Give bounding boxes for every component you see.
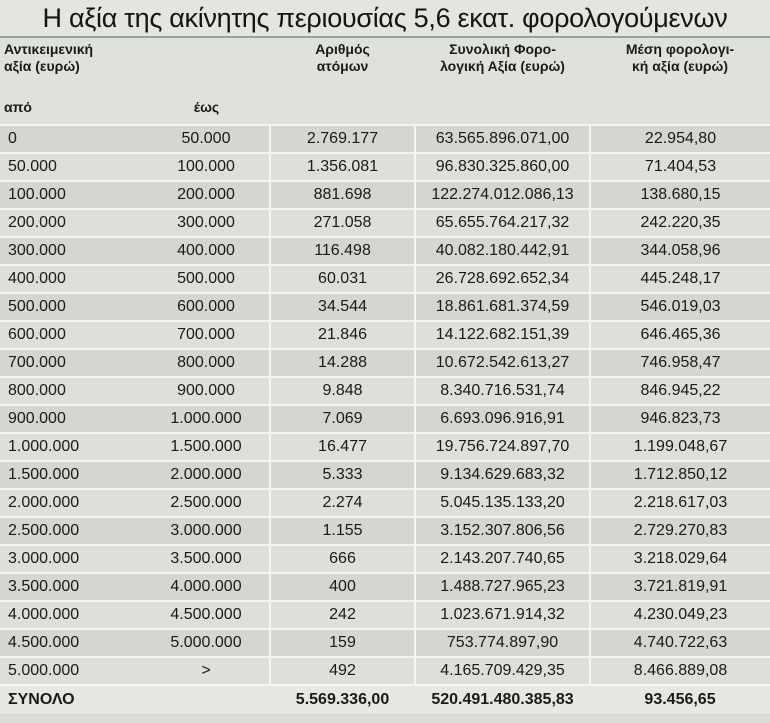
table-row: [0, 265, 770, 293]
cell-from: 500.000: [0, 293, 143, 321]
cell-count: 492: [270, 657, 415, 685]
header-range-line2: αξία (ευρώ): [4, 58, 80, 74]
cell-count: 60.031: [270, 265, 415, 293]
cell-to: 1.000.000: [143, 405, 270, 433]
cell-total-value: 5.045.135.133,20: [415, 489, 590, 517]
cell-total-value: 753.774.897,90: [415, 629, 590, 657]
cell-to: 2.500.000: [143, 489, 270, 517]
cell-total-value: 2.143.207.740,65: [415, 545, 590, 573]
cell-from: 50.000: [0, 153, 143, 181]
table-row: [0, 433, 770, 461]
header-from: από: [0, 96, 143, 125]
total-value: 520.491.480.385,83: [415, 685, 590, 714]
cell-to: 400.000: [143, 237, 270, 265]
cell-avg-value: 1.712.850,12: [590, 461, 770, 489]
table-row: [0, 349, 770, 377]
table-row: [0, 321, 770, 349]
cell-from: 200.000: [0, 209, 143, 237]
cell-to: 5.000.000: [143, 629, 270, 657]
cell-avg-value: 946.823,73: [590, 405, 770, 433]
cell-total-value: 8.340.716.531,74: [415, 377, 590, 405]
cell-total-value: 1.488.727.965,23: [415, 573, 590, 601]
cell-avg-value: 242.220,35: [590, 209, 770, 237]
cell-count: 21.846: [270, 321, 415, 349]
total-count: 5.569.336,00: [270, 685, 415, 714]
cell-count: 400: [270, 573, 415, 601]
cell-total-value: 26.728.692.652,34: [415, 265, 590, 293]
cell-count: 9.848: [270, 377, 415, 405]
cell-avg-value: 846.945,22: [590, 377, 770, 405]
cell-to: 300.000: [143, 209, 270, 237]
header-range: [0, 38, 270, 96]
cell-to: 50.000: [143, 125, 270, 153]
table-row: [0, 209, 770, 237]
cell-total-value: 40.082.180.442,91: [415, 237, 590, 265]
cell-count: 2.769.177: [270, 125, 415, 153]
cell-avg-value: 3.218.029,64: [590, 545, 770, 573]
table-row: [0, 237, 770, 265]
cell-to: 2.000.000: [143, 461, 270, 489]
cell-total-value: 96.830.325.860,00: [415, 153, 590, 181]
cell-count: 1.155: [270, 517, 415, 545]
cell-count: 5.333: [270, 461, 415, 489]
cell-total-value: 3.152.307.806,56: [415, 517, 590, 545]
table-row: [0, 377, 770, 405]
cell-to: 900.000: [143, 377, 270, 405]
cell-avg-value: 3.721.819,91: [590, 573, 770, 601]
property-value-table: [0, 38, 770, 714]
cell-avg-value: 2.218.617,03: [590, 489, 770, 517]
cell-from: 600.000: [0, 321, 143, 349]
table-row: [0, 601, 770, 629]
cell-count: 666: [270, 545, 415, 573]
header-avg-line2: κή αξία (ευρώ): [631, 58, 729, 74]
cell-total-value: 63.565.896.071,00: [415, 125, 590, 153]
cell-from: 1.500.000: [0, 461, 143, 489]
header-total-line1: Συνολική Φορο-: [449, 41, 556, 57]
cell-avg-value: 1.199.048,67: [590, 433, 770, 461]
cell-total-value: 9.134.629.683,32: [415, 461, 590, 489]
cell-to: 3.000.000: [143, 517, 270, 545]
cell-total-value: 4.165.709.429,35: [415, 657, 590, 685]
cell-total-value: 1.023.671.914,32: [415, 601, 590, 629]
table-row: [0, 153, 770, 181]
cell-total-value: 19.756.724.897,70: [415, 433, 590, 461]
table-header: [0, 38, 770, 125]
total-avg: 93.456,65: [590, 685, 770, 714]
table-row: [0, 125, 770, 153]
table-row: [0, 657, 770, 685]
cell-to: 4.000.000: [143, 573, 270, 601]
header-avg: [590, 38, 770, 96]
cell-from: 400.000: [0, 265, 143, 293]
cell-total-value: 10.672.542.613,27: [415, 349, 590, 377]
cell-avg-value: 22.954,80: [590, 125, 770, 153]
cell-to: 800.000: [143, 349, 270, 377]
header-blank: [270, 96, 415, 125]
cell-from: 5.000.000: [0, 657, 143, 685]
cell-avg-value: 746.958,47: [590, 349, 770, 377]
cell-count: 7.069: [270, 405, 415, 433]
cell-total-value: 14.122.682.151,39: [415, 321, 590, 349]
page-title: Η αξία της ακίνητης περιουσίας 5,6 εκατ. φορολογούμενων: [0, 0, 770, 38]
cell-avg-value: 138.680,15: [590, 181, 770, 209]
cell-from: 700.000: [0, 349, 143, 377]
cell-count: 881.698: [270, 181, 415, 209]
cell-to: 200.000: [143, 181, 270, 209]
header-total-line2: λογική Αξία (ευρώ): [440, 58, 565, 74]
header-blank: [415, 96, 590, 125]
table-footer: [0, 685, 770, 714]
cell-avg-value: 445.248,17: [590, 265, 770, 293]
cell-count: 14.288: [270, 349, 415, 377]
table-row: [0, 545, 770, 573]
cell-to: 500.000: [143, 265, 270, 293]
cell-avg-value: 546.019,03: [590, 293, 770, 321]
total-label: ΣΥΝΟΛΟ: [0, 685, 270, 714]
cell-from: 3.000.000: [0, 545, 143, 573]
header-avg-line1: Μέση φορολογι-: [625, 41, 735, 57]
table-row: [0, 573, 770, 601]
header-blank: [590, 96, 770, 125]
table-row: [0, 489, 770, 517]
cell-from: 2.500.000: [0, 517, 143, 545]
cell-total-value: 6.693.096.916,91: [415, 405, 590, 433]
table-row: [0, 181, 770, 209]
cell-total-value: 122.274.012.086,13: [415, 181, 590, 209]
cell-from: 800.000: [0, 377, 143, 405]
header-count: [270, 38, 415, 96]
cell-count: 34.544: [270, 293, 415, 321]
cell-count: 271.058: [270, 209, 415, 237]
header-total: [415, 38, 590, 96]
cell-from: 4.500.000: [0, 629, 143, 657]
cell-to: 600.000: [143, 293, 270, 321]
cell-to: 700.000: [143, 321, 270, 349]
cell-from: 2.000.000: [0, 489, 143, 517]
cell-count: 116.498: [270, 237, 415, 265]
cell-avg-value: 71.404,53: [590, 153, 770, 181]
cell-count: 1.356.081: [270, 153, 415, 181]
table-body: [0, 125, 770, 685]
cell-avg-value: 2.729.270,83: [590, 517, 770, 545]
cell-from: 0: [0, 125, 143, 153]
table-row: [0, 629, 770, 657]
cell-avg-value: 4.230.049,23: [590, 601, 770, 629]
cell-from: 900.000: [0, 405, 143, 433]
cell-from: 4.000.000: [0, 601, 143, 629]
header-range-line1: Αντικειμενική: [4, 41, 94, 57]
cell-from: 100.000: [0, 181, 143, 209]
cell-from: 300.000: [0, 237, 143, 265]
cell-count: 159: [270, 629, 415, 657]
cell-total-value: 65.655.764.217,32: [415, 209, 590, 237]
cell-avg-value: 344.058,96: [590, 237, 770, 265]
cell-count: 16.477: [270, 433, 415, 461]
cell-from: 1.000.000: [0, 433, 143, 461]
cell-to: >: [143, 657, 270, 685]
header-to: έως: [143, 96, 270, 125]
cell-to: 4.500.000: [143, 601, 270, 629]
cell-to: 1.500.000: [143, 433, 270, 461]
table-row: [0, 293, 770, 321]
cell-avg-value: 4.740.722,63: [590, 629, 770, 657]
header-count-line2: ατόμων: [316, 58, 369, 74]
cell-total-value: 18.861.681.374,59: [415, 293, 590, 321]
header-count-line1: Αριθμός: [315, 41, 370, 57]
table-row: [0, 405, 770, 433]
cell-to: 3.500.000: [143, 545, 270, 573]
cell-count: 2.274: [270, 489, 415, 517]
cell-count: 242: [270, 601, 415, 629]
cell-from: 3.500.000: [0, 573, 143, 601]
cell-avg-value: 646.465,36: [590, 321, 770, 349]
table-row: [0, 461, 770, 489]
total-row: [0, 685, 770, 714]
cell-avg-value: 8.466.889,08: [590, 657, 770, 685]
cell-to: 100.000: [143, 153, 270, 181]
table-row: [0, 517, 770, 545]
